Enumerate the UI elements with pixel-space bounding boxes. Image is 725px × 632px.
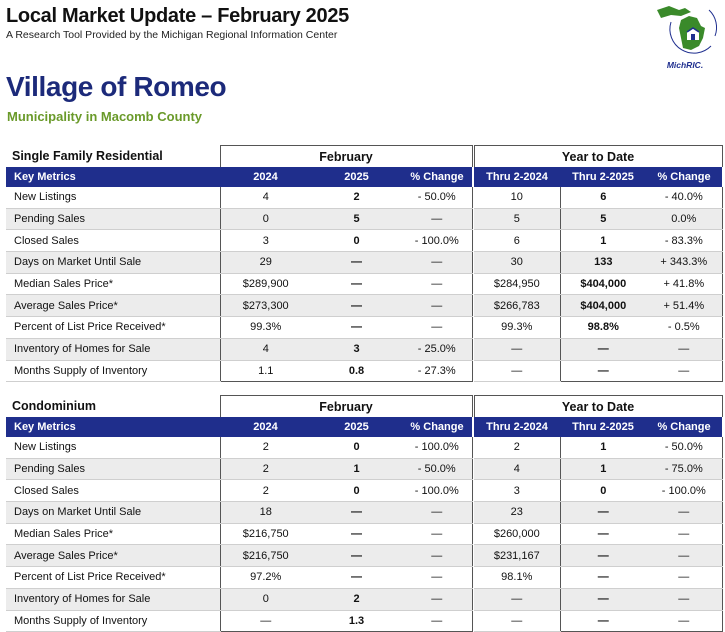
metric-value: 0.0% (646, 208, 722, 230)
metric-value: - 100.0% (402, 480, 472, 502)
table-row (6, 338, 722, 360)
metric-value: — (402, 252, 472, 274)
metric-value: 1 (560, 230, 646, 252)
metric-value: 98.8% (560, 317, 646, 339)
metric-value: — (474, 338, 560, 360)
metric-label: Median Sales Price* (6, 523, 220, 545)
metric-value: 10 (474, 187, 560, 208)
metric-value: — (402, 502, 472, 524)
metric-value: 1 (560, 458, 646, 480)
metric-value: 0 (220, 588, 311, 610)
metric-value: - 0.5% (646, 317, 722, 339)
table-row (6, 458, 722, 480)
column-header: 2024 (220, 167, 311, 187)
metric-value: 3 (474, 480, 560, 502)
metric-value: $404,000 (560, 273, 646, 295)
table-row (6, 230, 722, 252)
metric-value: — (311, 567, 402, 589)
metric-value: 6 (474, 230, 560, 252)
metric-value: 0 (311, 480, 402, 502)
metric-value: — (402, 295, 472, 317)
metric-value: $216,750 (220, 523, 311, 545)
metric-label: Days on Market Until Sale (6, 502, 220, 524)
logo-text: MichRIC. (666, 60, 704, 70)
metric-value: $404,000 (560, 295, 646, 317)
table-row (6, 480, 722, 502)
metric-value: 4 (474, 458, 560, 480)
metric-value: — (474, 610, 560, 632)
metric-value: - 100.0% (646, 480, 722, 502)
metric-value: $260,000 (474, 523, 560, 545)
metric-value: 0 (311, 230, 402, 252)
metric-value: 98.1% (474, 567, 560, 589)
table-row (6, 208, 722, 230)
table-row (6, 610, 722, 632)
metric-value: — (560, 360, 646, 382)
metric-value: - 40.0% (646, 187, 722, 208)
metric-label: Pending Sales (6, 208, 220, 230)
metric-value: — (646, 588, 722, 610)
metric-value: — (402, 208, 472, 230)
single-family-table (6, 145, 723, 382)
metric-label: Average Sales Price* (6, 295, 220, 317)
metric-value: — (560, 338, 646, 360)
metric-value: — (402, 273, 472, 295)
metric-value: — (311, 317, 402, 339)
metric-value: — (646, 523, 722, 545)
michric-logo (651, 2, 719, 70)
metric-label: Days on Market Until Sale (6, 252, 220, 274)
metric-label: Percent of List Price Received* (6, 567, 220, 589)
metric-value: 5 (474, 208, 560, 230)
area-title: Village of Romeo (6, 71, 227, 102)
column-header: % Change (646, 167, 722, 187)
metric-value: 99.3% (220, 317, 311, 339)
metric-label: New Listings (6, 437, 220, 458)
table-row (6, 588, 722, 610)
metric-value: 23 (474, 502, 560, 524)
metric-value: $284,950 (474, 273, 560, 295)
metric-label: Average Sales Price* (6, 545, 220, 567)
metric-label: New Listings (6, 187, 220, 208)
metric-value: $216,750 (220, 545, 311, 567)
table-row (6, 523, 722, 545)
metric-value: — (560, 545, 646, 567)
metric-value: 1 (560, 437, 646, 458)
metric-value: - 100.0% (402, 437, 472, 458)
table-row (6, 317, 722, 339)
metric-value: 2 (474, 437, 560, 458)
metric-value: — (646, 360, 722, 382)
metric-value: $289,900 (220, 273, 311, 295)
metric-value: 30 (474, 252, 560, 274)
column-header: 2025 (311, 417, 402, 437)
metric-value: — (311, 545, 402, 567)
metric-value: - 25.0% (402, 338, 472, 360)
metric-value: — (646, 338, 722, 360)
metric-value: — (560, 523, 646, 545)
metric-value: 29 (220, 252, 311, 274)
column-header: Thru 2-2025 (560, 417, 646, 437)
metric-value: — (311, 523, 402, 545)
metric-value: 4 (220, 187, 311, 208)
metric-label: Inventory of Homes for Sale (6, 338, 220, 360)
table-row (6, 437, 722, 458)
metric-value: 2 (220, 458, 311, 480)
column-header: % Change (402, 417, 472, 437)
metric-value: 2 (311, 588, 402, 610)
section-title: Single Family Residential (12, 149, 163, 164)
metric-value: 2 (311, 187, 402, 208)
metric-value: + 343.3% (646, 252, 722, 274)
column-header: Thru 2-2024 (474, 167, 560, 187)
metric-value: — (220, 610, 311, 632)
metric-value: — (646, 610, 722, 632)
metric-value: 0.8 (311, 360, 402, 382)
column-header: Thru 2-2025 (560, 167, 646, 187)
column-header: Key Metrics (6, 417, 220, 437)
table-row (6, 502, 722, 524)
metric-value: — (402, 523, 472, 545)
metric-label: Months Supply of Inventory (6, 360, 220, 382)
table-row (6, 187, 722, 208)
metric-value: — (560, 567, 646, 589)
metric-value: 0 (220, 208, 311, 230)
metric-value: 18 (220, 502, 311, 524)
condominium-table (6, 395, 723, 632)
metric-value: 0 (560, 480, 646, 502)
metric-value: 133 (560, 252, 646, 274)
section-title: Condominium (12, 399, 97, 414)
metric-label: Percent of List Price Received* (6, 317, 220, 339)
table-row (6, 360, 722, 382)
metric-value: - 27.3% (402, 360, 472, 382)
group-header-ytd: Year to Date (474, 396, 722, 418)
metric-value: — (560, 502, 646, 524)
metric-label: Median Sales Price* (6, 273, 220, 295)
metric-value: — (311, 252, 402, 274)
metric-label: Closed Sales (6, 480, 220, 502)
metric-label: Inventory of Homes for Sale (6, 588, 220, 610)
metric-value: - 50.0% (402, 458, 472, 480)
column-header: 2025 (311, 167, 402, 187)
report-title: Local Market Update – February 2025 (6, 5, 349, 27)
report-subtitle: A Research Tool Provided by the Michigan Regional Information Center (6, 29, 338, 41)
column-header: 2024 (220, 417, 311, 437)
metric-value: — (311, 502, 402, 524)
group-header-ytd: Year to Date (474, 146, 722, 168)
metric-value: 0 (311, 437, 402, 458)
metric-value: 99.3% (474, 317, 560, 339)
table-row (6, 273, 722, 295)
metric-value: — (474, 360, 560, 382)
column-header: % Change (646, 417, 722, 437)
metric-value: — (474, 588, 560, 610)
metric-value: — (402, 588, 472, 610)
metric-value: 1.1 (220, 360, 311, 382)
table-row (6, 567, 722, 589)
column-header: Key Metrics (6, 167, 220, 187)
metric-value: 3 (220, 230, 311, 252)
metric-value: $266,783 (474, 295, 560, 317)
metric-value: - 75.0% (646, 458, 722, 480)
metric-value: — (402, 317, 472, 339)
metric-value: — (311, 295, 402, 317)
metric-value: 4 (220, 338, 311, 360)
metric-value: 5 (560, 208, 646, 230)
metric-value: — (311, 273, 402, 295)
group-header-month: February (220, 146, 472, 168)
metric-value: - 50.0% (402, 187, 472, 208)
metric-value: 6 (560, 187, 646, 208)
metric-value: — (402, 567, 472, 589)
metric-value: + 41.8% (646, 273, 722, 295)
metric-label: Pending Sales (6, 458, 220, 480)
metric-value: $273,300 (220, 295, 311, 317)
table-row (6, 545, 722, 567)
metric-label: Months Supply of Inventory (6, 610, 220, 632)
metric-value: 1.3 (311, 610, 402, 632)
metric-value: 2 (220, 437, 311, 458)
metric-value: — (646, 502, 722, 524)
group-header-month: February (220, 396, 472, 418)
metric-value: 3 (311, 338, 402, 360)
area-subtitle: Municipality in Macomb County (7, 109, 203, 124)
metric-value: 97.2% (220, 567, 311, 589)
metric-value: — (560, 610, 646, 632)
metric-value: 5 (311, 208, 402, 230)
metric-value: — (560, 588, 646, 610)
metric-value: $231,167 (474, 545, 560, 567)
metric-value: - 50.0% (646, 437, 722, 458)
metric-value: — (402, 610, 472, 632)
metric-value: + 51.4% (646, 295, 722, 317)
report-header (6, 4, 349, 41)
metric-value: - 100.0% (402, 230, 472, 252)
metric-value: 1 (311, 458, 402, 480)
metric-value: 2 (220, 480, 311, 502)
metric-value: — (402, 545, 472, 567)
metric-value: - 83.3% (646, 230, 722, 252)
metric-value: — (646, 567, 722, 589)
column-header: Thru 2-2024 (474, 417, 560, 437)
metric-value: — (646, 545, 722, 567)
column-header: % Change (402, 167, 472, 187)
metric-label: Closed Sales (6, 230, 220, 252)
table-row (6, 252, 722, 274)
michigan-map-icon (651, 2, 719, 60)
table-row (6, 295, 722, 317)
